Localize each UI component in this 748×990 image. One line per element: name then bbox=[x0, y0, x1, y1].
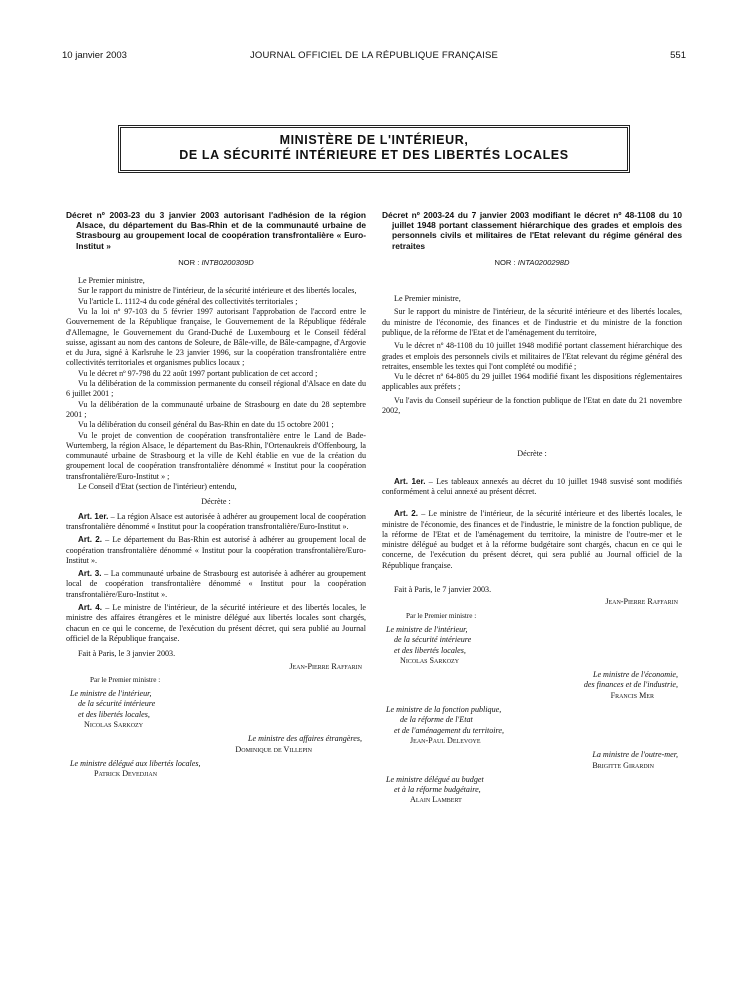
nor-reference bbox=[66, 258, 366, 268]
paragraph: Vu le décret nº 97-798 du 22 août 1997 portant publication de cet accord ; bbox=[78, 368, 318, 378]
header-date: 10 janvier 2003 bbox=[62, 50, 127, 61]
paragraph: Sur le rapport du ministre de l'intérieur, de la sécurité intérieure et des libertés locales, du ministre de l'économie, des finances et de l'industrie et du ministre de la fonction publique, de la réforme de l'Etat et de l'aménagement du territoire, bbox=[382, 307, 682, 337]
paragraph: Sur le rapport du ministre de l'intérieur, de la sécurité intérieure et des libertés locales, bbox=[78, 286, 357, 296]
article-3: Art. 3. – La communauté urbaine de Strasbourg est autorisée à adhérer au groupement local de coopération transfrontalière dénommé « Institut pour la coopération transfrontalière/Euro-Institut ». bbox=[66, 569, 366, 599]
ministry-line-2: DE LA SÉCURITÉ INTÉRIEURE ET DES LIBERTÉS LOCALES bbox=[179, 148, 569, 162]
paragraph: Vu la délibération du conseil général du Bas-Rhin en date du 15 octobre 2001 ; bbox=[78, 420, 334, 430]
right-column-decree bbox=[382, 210, 682, 806]
paragraph: Vu le décret nº 48-1108 du 10 juillet 1948 modifié portant classement hiérarchique des grades et emplois des personnels civils et militaires de l'Etat relevant du régime général des retraites, ensemble les textes qui l'ont complété ou modifié ; bbox=[382, 341, 682, 371]
signatory-block: Le ministre de l'économie, des finances et de l'industrie, Francis Mer bbox=[382, 670, 682, 701]
paragraph: Vu la loi nº 97-103 du 5 février 1997 autorisant l'approbation de l'accord entre le Gouvernement de la République française, le Gouvernement de la République fédérale d'Allemagne, le Gouvernement du Grand-Duché de Luxembourg et le Conseil fédéral suisse, agissant au nom des cantons de Soleure, de Bâle-ville, de Bâle-campagne, d'Argovie et du Jura, signé à Karlsruhe le 23 janvier 1996, sur la coopération transfrontalière entre collectivités territoriales et organismes publics locaux ; bbox=[66, 307, 366, 368]
signatory-name: Nicolas Sarkozy bbox=[84, 719, 144, 729]
by-prime-minister: Par le Premier ministre : bbox=[406, 611, 477, 620]
article-1: Art. 1er. – La région Alsace est autorisée à adhérer au groupement local de coopération transfrontalière dénommé « Institut pour la coopération transfrontalière/Euro-Institut ». bbox=[66, 511, 366, 531]
article-2: Art. 2. – Le département du Bas-Rhin est autorisé à adhérer au groupement local de coopération transfrontalière dénommé « Institut pour la coopération transfrontalière/Euro-Institut ». bbox=[66, 535, 366, 565]
article-label: Art. 3. bbox=[78, 569, 102, 579]
ministry-title-box bbox=[120, 127, 628, 171]
paragraph: Le Premier ministre, bbox=[78, 276, 145, 286]
paragraph: Vu le décret nº 64-805 du 29 juillet 1964 modifié fixant les dispositions réglementaires applicables aux préfets ; bbox=[382, 372, 682, 392]
article-4: Art. 4. – Le ministre de l'intérieur, de la sécurité intérieure et des libertés locales, le ministre des affaires étrangères et le ministre délégué aux libertés locales sont chargés, chacun en ce qui le concerne, de l'exécution du présent décret, qui sera publié au Journal officiel de la République française. bbox=[66, 603, 366, 643]
paragraph: Vu l'avis du Conseil supérieur de la fonction publique de l'Etat en date du 21 novembre 2002, bbox=[382, 395, 682, 416]
nor-label: NOR : bbox=[178, 257, 200, 267]
paragraph: Vu le projet de convention de coopération transfrontalière entre le Land de Bade-Wurtemberg, la région Alsace, le département du Bas-Rhin, l'Ortenaukreis d'Offenbourg, la communauté urbaine de Strasbourg et la ville de Kehl établie en vue de la création du groupement local de coopération transfrontalière dénommé « Institut pour la coopération transfrontalière/Euro-Institut » ; bbox=[66, 430, 366, 481]
decrete-heading: Décrète : bbox=[201, 497, 231, 507]
signatory-name: Francis Mer bbox=[610, 690, 654, 700]
signatory-block: La ministre de l'outre-mer, Brigitte Girardin bbox=[382, 750, 682, 771]
left-column-decree bbox=[66, 210, 366, 779]
paragraph: Le Conseil d'Etat (section de l'intérieur) entendu, bbox=[78, 482, 237, 492]
header-page-number: 551 bbox=[670, 50, 686, 61]
prime-minister-signature: Jean-Pierre Raffarin bbox=[289, 661, 362, 671]
prime-minister-signature: Jean-Pierre Raffarin bbox=[605, 597, 678, 607]
nor-reference bbox=[382, 258, 682, 268]
article-label: Art. 4. bbox=[78, 603, 103, 613]
article-label: Art. 2. bbox=[394, 509, 419, 519]
decree-title: Décret nº 2003-24 du 7 janvier 2003 modifiant le décret nº 48-1108 du 10 juillet 1948 portant classement hiérarchique des grades et emplois des personnels civils et militaires de l'Etat relevant du régime général des retraites bbox=[382, 210, 682, 251]
signatory-name: Patrick Devedjian bbox=[94, 769, 158, 779]
signatory-block: Le ministre de la fonction publique, de la réforme de l'Etat et de l'aménagement du territoire, Jean-Paul Delevoye bbox=[382, 705, 682, 746]
decrete-heading: Décrète : bbox=[517, 449, 547, 459]
signatory-block: Le ministre de l'intérieur, de la sécurité intérieure et des libertés locales, Nicolas Sarkozy bbox=[66, 689, 366, 730]
signatory-name: Alain Lambert bbox=[410, 795, 462, 805]
signatory-block: Le ministre des affaires étrangères, Dominique de Villepin bbox=[66, 734, 366, 755]
nor-code: INTA0200298D bbox=[517, 257, 570, 267]
header-journal-title: JOURNAL OFFICIEL DE LA RÉPUBLIQUE FRANÇAISE bbox=[249, 50, 499, 61]
signing-place-date: Fait à Paris, le 3 janvier 2003. bbox=[78, 649, 176, 659]
running-header bbox=[62, 50, 686, 64]
signatory-block: Le ministre délégué aux libertés locales, Patrick Devedjian bbox=[66, 759, 366, 780]
signatory-name: Nicolas Sarkozy bbox=[400, 655, 460, 665]
article-label: Art. 1er. bbox=[394, 476, 426, 486]
decree-title: Décret nº 2003-23 du 3 janvier 2003 autorisant l'adhésion de la région Alsace, du département du Bas-Rhin et de la communauté urbaine de Strasbourg au groupement local de coopération transfrontalière « Euro-Institut » bbox=[66, 210, 366, 251]
signatory-block: Le ministre de l'intérieur, de la sécurité intérieure et des libertés locales, Nicolas Sarkozy bbox=[382, 625, 682, 666]
signatory-block: Le ministre délégué au budget et à la réforme budgétaire, Alain Lambert bbox=[382, 775, 682, 806]
signatory-name: Brigitte Girardin bbox=[592, 760, 654, 770]
paragraph: Le Premier ministre, bbox=[394, 294, 461, 304]
signing-place-date: Fait à Paris, le 7 janvier 2003. bbox=[394, 585, 492, 595]
article-1: Art. 1er. – Les tableaux annexés au décret du 10 juillet 1948 susvisé sont modifiés conformément à celui annexé au présent décret. bbox=[382, 476, 682, 496]
nor-label: NOR : bbox=[494, 257, 516, 267]
article-label: Art. 1er. bbox=[78, 511, 109, 521]
article-label: Art. 2. bbox=[78, 535, 103, 545]
ministry-line-1: MINISTÈRE DE L'INTÉRIEUR, bbox=[279, 133, 469, 147]
paragraph: Vu la délibération de la commission permanente du conseil régional d'Alsace en date du 6 juillet 2001 ; bbox=[66, 379, 366, 399]
nor-code: INTB0200309D bbox=[201, 257, 254, 267]
article-2: Art. 2. – Le ministre de l'intérieur, de la sécurité intérieure et des libertés locales, le ministre de l'économie, des finances et de l'industrie, le ministre de la fonction publique, de la réforme de l'Etat et de l'aménagement du territoire, la ministre de l'outre-mer et le ministre délégué au budget et à la réforme budgétaire sont chargés, chacun en ce qui le concerne, de l'exécution du présent décret, qui sera publié au Journal officiel de la République française. bbox=[382, 509, 682, 570]
paragraph: Vu l'article L. 1112-4 du code général des collectivités territoriales ; bbox=[78, 296, 298, 306]
signatory-name: Dominique de Villepin bbox=[235, 744, 312, 754]
signatory-name: Jean-Paul Delevoye bbox=[410, 735, 481, 745]
by-prime-minister: Par le Premier ministre : bbox=[90, 675, 161, 684]
paragraph: Vu la délibération de la communauté urbaine de Strasbourg en date du 28 septembre 2001 ; bbox=[66, 399, 366, 419]
